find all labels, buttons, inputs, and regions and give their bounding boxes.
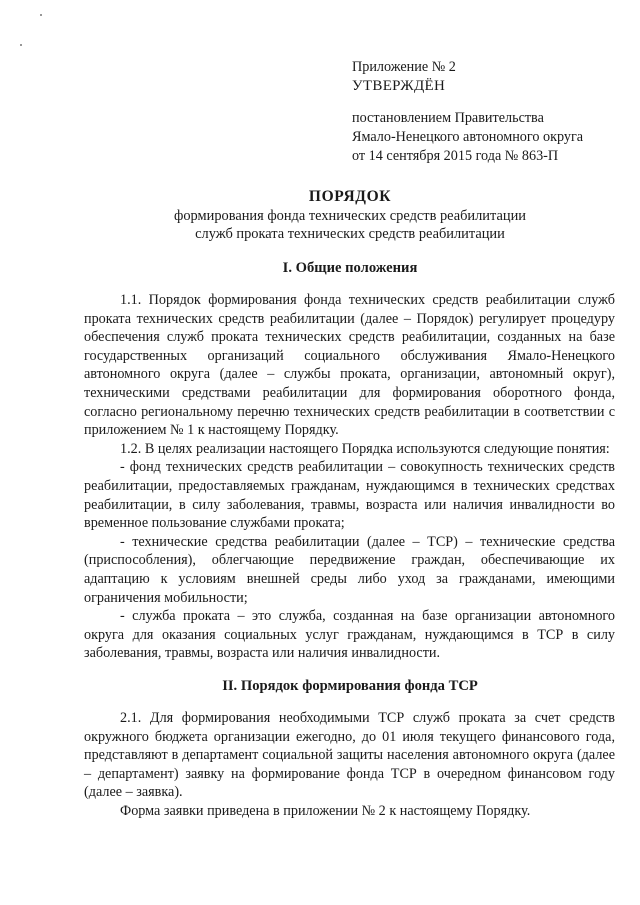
approved-label: УТВЕРЖДЁН (352, 78, 446, 94)
section-heading: II. Порядок формирования фонда ТСР (222, 678, 478, 694)
paragraph: - технические средства реабилитации (далее – ТСР) – технические средства (приспособления), облегчающие передвижение граждан, обеспечивающие их адаптацию к условиям внешней среды либо уход за гражданами, имеющими ограничения мобильности; (84, 533, 615, 606)
document-title: ПОРЯДОК (308, 188, 392, 205)
decree-line: постановлением Правительства (352, 110, 544, 126)
paragraph: 1.2. В целях реализации настоящего Порядка используются следующие понятия: (120, 440, 610, 457)
spacer (352, 96, 622, 109)
paragraph: 2.1. Для формирования необходимыми ТСР служб проката за счет средств окружного бюджета организации ежегодно, до 01 июля текущего финансового года, представляют в департамент социальной защиты населения автономного округа (далее – департамент) заявку на формирование фонда ТСР в очередном финансовом году (далее – заявка). (84, 710, 615, 801)
section-body (84, 291, 615, 663)
approval-block (352, 58, 622, 166)
subtitle-line: формирования фонда технических средств реабилитации (174, 208, 526, 224)
decree-line: Ямало-Ненецкого автономного округа (352, 129, 584, 145)
section-heading: I. Общие положения (282, 260, 418, 276)
subtitle-line: служб проката технических средств реабилитации (195, 225, 505, 242)
paragraph: 1.1. Порядок формирования фонда технических средств реабилитации служб проката технических средств реабилитации (далее – Порядок) регулирует процедуру обеспечения служб проката технических средств реабилитации, созданных на базе государственных организаций социального обслуживания Ямало-Ненецкого автономного округа (далее – службы проката, организации, автономный округ), техническими средствами реабилитации для формирования оборотного фонда, согласно региональному перечню технических средств реабилитации в соответствии с приложением № 1 к настоящему Порядку. (84, 292, 615, 439)
scan-speck (20, 44, 22, 46)
paragraph: - служба проката – это служба, созданная на базе организации автономного округа для оказания социальных услуг гражданам, нуждающимся в ТСР в силу заболевания, травмы, возраста или наличия инвалидности. (84, 608, 615, 662)
document-subtitle (60, 208, 640, 243)
attachment-label: Приложение № 2 (352, 59, 456, 75)
paragraph: Форма заявки приведена в приложении № 2 к настоящему Порядку. (120, 802, 531, 819)
section-body (84, 709, 615, 821)
decree-line: от 14 сентября 2015 года № 863-П (352, 148, 559, 164)
scan-speck (40, 14, 42, 16)
paragraph: - фонд технических средств реабилитации – совокупность технических средств реабилитации, предоставляемых гражданам, нуждающимся в технических средствах реабилитации, в силу заболевания, травмы, возраста или наличия инвалидности во временное пользование службами проката; (84, 459, 615, 532)
